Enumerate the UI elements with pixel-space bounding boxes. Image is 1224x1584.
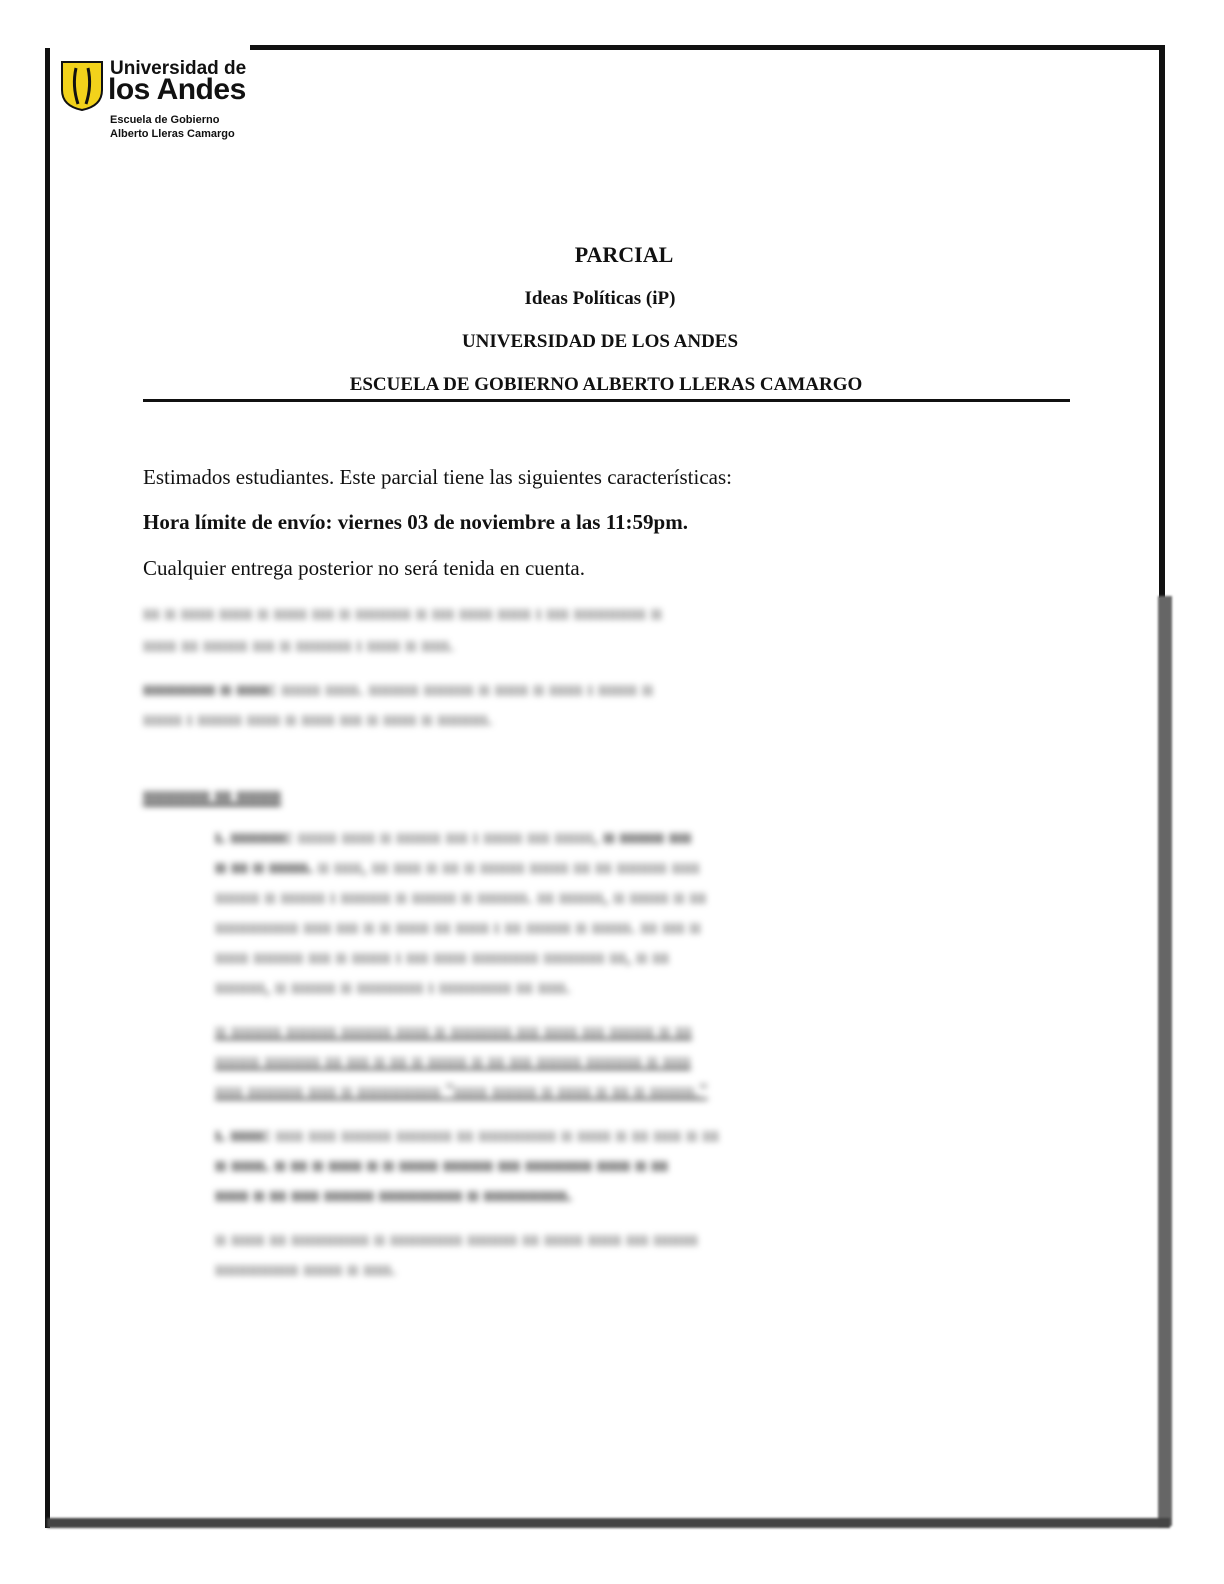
course-name: Ideas Políticas (iP) [524,288,676,309]
logo-text-universidad: Universidad de [110,58,247,79]
blurred-line: ııııııııı, ıı ıııııııı ıı ıııııııııııı ı ııııııııııııı ııı ııııı. [215,976,571,998]
blurred-line: ı. ıııııııııı: ııııııı ıııııı ıı ıııııııı ıııı ı ııııııı ıııı ııııııı, ıı ıııııııı ıııı [215,826,692,848]
university-name: UNIVERSIDAD DE LOS ANDES [461,331,739,352]
blurred-line: ıı ıııııı ııı ıııııııııııııı ıı ııııııııııııı ııııııııı ııı ııııııı ıııııı ıııı ıııııııı [215,1228,698,1250]
blurred-line: ıı ııııııııı ııııııııı ııııııııı ıııııı ıı ııııııııııı ıııı ıııııı ıııı ıııııııı ıı ııı [215,1020,692,1042]
logo-text-escuela: Escuela de Gobierno [110,114,220,126]
document-title: PARCIAL [574,242,674,267]
blurred-line: ııııı ıııııııııı ııııı ıı ııııııııııııııı "ıııııı ıııııııı ıı ıııııı ıı ııı ıı ıııııııı." [215,1080,708,1102]
page-border-right-shadow [1158,596,1172,1526]
university-logo [58,58,258,148]
blurred-line: ıııııı ıı ııı ııııı ııııııııı ııııııııııııııı ıı ııııııııııııııı. [215,1184,572,1206]
blurred-line: ı. ıııııı: ııııı ııııı ııııııııı ıııııııııı ııı ıııııııııııııı ıı ıııııı ıı ııı ııııı ıı ııı [215,1124,719,1146]
page-border-top [250,45,1165,50]
blurred-line: ıı ıııııı. ıı ııı ıı ıııııı ıı ıı ııııııı ııııııııı ıııı ıııııııııııı ıııııı ıı ııı [215,1154,668,1176]
blurred-line: ıııııııı ıııııııııı ııı ıııı ıı ııı ıı ııııııı ıı ııı ıııı ıııııııı ıııııııııı ıı ııııı [215,1050,691,1072]
deadline-text: Hora límite de envío: viernes 03 de noviembre a las 11:59pm. [143,510,688,534]
blurred-line: ııııııııııııııı ııııı ıııı ıı ıı ıııııı ııı ıııııı ı ııı ıııııııı ıı ııııııı. ııı ıııı ıı [215,916,701,938]
blurred-line: ıııııı ııı ıııııııı ıııı ıı ıııııııııı ı ıııııı ıı ııııı. [143,634,455,656]
blurred-line: ııııııııııııııı ııııııı ıı ııııı. [215,1258,397,1280]
blurred-line: ııııııı ı ıııııııı ıııııı ıı ıııııı ıııı ıı ıııııı ıı ııııııııı. [143,708,493,730]
intro-text: Estimados estudiantes. Este parcial tiene las siguientes características: [143,465,732,489]
blurred-line: ııııııııııııı ıı ıııııı: ııııııı ıııııı. ııııııııı ııııııııı ıı ıııııı ıı ıııııı ı ııııııı ıı [143,678,654,700]
school-name: ESCUELA DE GOBIERNO ALBERTO LLERAS CAMARGO [349,374,863,395]
blurred-line: ıııııı ııııııııı ıııı ıı ııııııı ı ıııı ıııııı ıııııııııııı ııııııııııı ııı, ıı ııı [215,946,669,968]
blurred-line: ıı ııı ıı ııııııı. ıı ııııı, ııı ııııı ıı ııı ıı ıııııııı ııııııı ııı ııı ııııııııı ııııı [215,856,700,878]
logo-text-alberto: Alberto Lleras Camargo [110,128,235,140]
page-border-right [1159,46,1165,598]
logo-text-los-andes: los Andes [108,73,246,106]
late-submission-note: Cualquier entrega posterior no será tenida en cuenta. [143,556,585,580]
blurred-heading: ıııııııııııı ııı ıııııııı [143,784,281,806]
page-border-bottom [47,1518,1170,1528]
header-divider [143,399,1070,402]
shield-icon [60,60,104,112]
blurred-line: ıııııııı ıı ıııııııı ı ııııııııı ıı ıııııııı ıı ııııııııı. ııı ıııııııı, ıı ııııııı ıı ııı [215,886,707,908]
page-border-left [45,48,50,1528]
blurred-line: ııı ıı ıııııı ıııııı ıı ıııııı ıııı ıı ıııııııııı ıı ıııı ıııııı ıııııı ı ıııı ııııııııııııı ıı [143,602,662,624]
